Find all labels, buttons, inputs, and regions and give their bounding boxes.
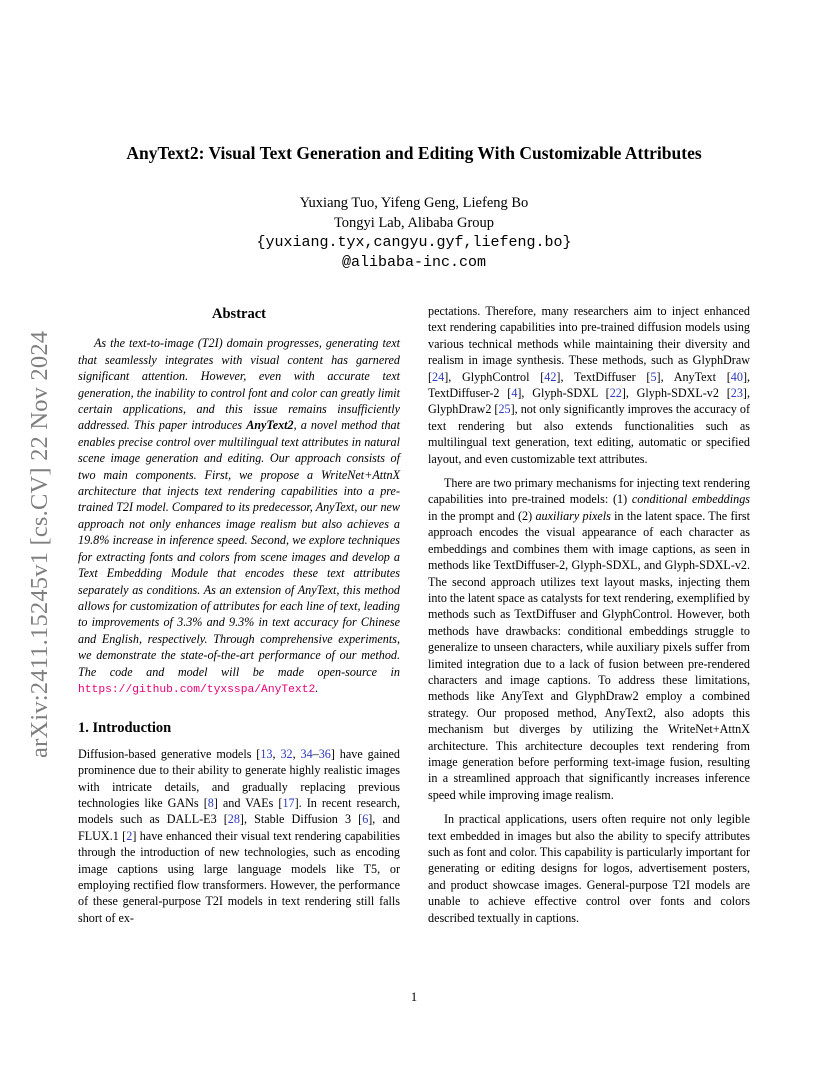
text-span: ], Stable Diffusion 3 [ xyxy=(239,812,363,827)
citation-link[interactable]: 4 xyxy=(511,386,518,401)
text-span: ] and VAEs [ xyxy=(213,795,283,810)
text-span: ], AnyText [ xyxy=(656,369,731,384)
text-span: in the latent space. The first approach encodes the visual appearance of each character as embeddings and combines them with image captions, as seen in methods like TextDiffuser-2, Glyph-SDXL, and Glyph-SDXL-v2. The second approach utilizes text layout masks, injecting them into the latent space as catalysts for text rendering, exemplified by methods such as TextDiffuser and GlyphControl. However, both methods have drawbacks: conditional embeddings struggle to generalize to unseen characters, while auxiliary pixels suffer from limited integration due to a lack of fusion between pre-rendered characters and image captions. To address these limitations, methods like AnyText and GlyphDraw2 employ a combined strategy. Our proposed method, AnyText2, also adopts this mechanism but diverges by utilizing the WriteNet+AttnX architecture. This architecture decouples text rendering from image generation before performing text-image fusion, resulting in a streamlined approach that significantly increases inference speed while improving image realism. xyxy=(428,508,750,802)
emphasis-text: conditional embeddings xyxy=(631,492,750,507)
applications-paragraph: In practical applications, users often require not only legible text embedded in images but also the ability to specify attributes such as font and color. This capability is particularly important for generating or editing designs for logos, advertisement posters, and product showcase images. General-purpose T2I models are unable to achieve effective control over fonts and colors described textually in captions. xyxy=(428,812,750,925)
mechanisms-paragraph xyxy=(428,475,750,803)
emphasis-text: auxiliary pixels xyxy=(535,508,611,523)
right-column xyxy=(428,303,750,926)
text-span: ], GlyphControl [ xyxy=(444,369,545,384)
citation-link[interactable]: 8 xyxy=(207,795,214,810)
text-span: – xyxy=(312,746,319,761)
citation-link[interactable]: 23 xyxy=(730,386,743,401)
text-span: ], not only significantly improves the accuracy of text rendering but also extends functionalities such as multilingual text generation, text editing, automatic or specified layout, and even customizable text attributes. xyxy=(428,402,750,466)
citation-link[interactable]: 22 xyxy=(609,386,622,401)
text-span: in the prompt and (2) xyxy=(428,508,536,523)
citation-link[interactable]: 24 xyxy=(432,369,445,384)
text-span: There are two primary mechanisms for injecting text rendering capabilities into pre-trained models: (1) xyxy=(428,476,750,507)
paper-title: AnyText2: Visual Text Generation and Editing With Customizable Attributes xyxy=(126,143,702,163)
text-span: pectations. Therefore, many researchers aim to inject enhanced text rendering capabilities into pre-trained diffusion models using various technical methods while maintaining their diversity and realism in image synthesis. These methods, such as GlyphDraw [ xyxy=(428,304,750,384)
abstract-part: . xyxy=(315,680,319,695)
text-span: ], Glyph-SDXL-v2 [ xyxy=(621,386,731,401)
method-name: AnyText2 xyxy=(246,418,294,433)
code-link[interactable]: https://github.com/tyxsspa/AnyText2 xyxy=(78,683,316,696)
citation-link[interactable]: 25 xyxy=(498,402,511,417)
text-span: Diffusion-based generative models [ xyxy=(78,746,261,761)
text-span: ], and FLUX.1 [ xyxy=(78,812,400,843)
citation-link[interactable]: 32 xyxy=(280,746,293,761)
affiliation: Tongyi Lab, Alibaba Group xyxy=(333,215,495,231)
citation-link[interactable]: 17 xyxy=(282,795,295,810)
citation-link[interactable]: 6 xyxy=(362,812,369,827)
abstract-part: , a novel method that enables precise control over multilingual text attributes in natural scene image generation and editing. Our approach consists of two main components. First, we propose a WriteNet+AttnX architecture that injects text rendering capabilities into a pre-trained T2I model. Compared to its predecessor, AnyText, our new approach not only enhances image realism but also achieves a 19.8% increase in inference speed. Second, we explore techniques for extracting fonts and colors from scene images and develop a Text Embedding Module that encodes these text attributes separately as conditions. As an extension of AnyText, this method allows for customization of attributes for each line of text, leading to improvements of 3.3% and 9.3% in text accuracy for Chinese and English, respectively. Through comprehensive experiments, we demonstrate the state-of-the-art performance of our method. The code and model will be made open-source in xyxy=(78,418,400,679)
abstract-part: As the text-to-image (T2I) domain progresses, generating text that seamlessly integrates with visual content has garnered significant attention. However, even with accurate text generation, the inability to control font and color can greatly limit certain applications, and this issue remains insufficiently addressed. This paper introduces xyxy=(78,336,400,433)
intro-paragraph-continued xyxy=(428,303,750,467)
text-span: ] have gained prominence due to their ability to generate highly realistic images with intricate details, and gradually replacing previous technologies like GANs [ xyxy=(78,746,400,810)
page-number: 1 xyxy=(410,990,418,1004)
author-emails: {yuxiang.tyx,cangyu.gyf,liefeng.bo} xyxy=(256,234,572,251)
intro-paragraph xyxy=(78,746,400,926)
citation-link[interactable]: 5 xyxy=(650,369,657,384)
arxiv-stamp: arXiv:2411.15245v1 [cs.CV] 22 Nov 2024 xyxy=(26,330,53,758)
authors: Yuxiang Tuo, Yifeng Geng, Liefeng Bo xyxy=(299,195,529,211)
citation-link[interactable]: 40 xyxy=(730,369,743,384)
citation-link[interactable]: 28 xyxy=(227,812,240,827)
text-span: ], GlyphDraw2 [ xyxy=(428,386,750,417)
text-span: ]. In recent research, models such as DALL-E3 [ xyxy=(78,795,400,827)
citation-link[interactable]: 2 xyxy=(126,828,133,843)
abstract-text xyxy=(78,335,400,698)
abstract-heading: Abstract xyxy=(212,306,266,322)
text-span: ], TextDiffuser [ xyxy=(556,369,651,384)
email-domain: @alibaba-inc.com xyxy=(341,254,487,271)
citation-link[interactable]: 36 xyxy=(318,746,331,761)
citation-link[interactable]: 13 xyxy=(260,746,273,761)
text-span: ], TextDiffuser-2 [ xyxy=(428,369,751,401)
text-span: , xyxy=(272,746,281,761)
text-span: , xyxy=(292,746,301,761)
left-column xyxy=(78,306,400,926)
citation-link[interactable]: 42 xyxy=(544,369,557,384)
text-span: ] have enhanced their visual text rendering capabilities through the introduction of new technologies, such as encoding image captions using large language models like T5, or employing rectified flow transformers. However, the performance of these general-purpose T2I models in text rendering still falls short of ex- xyxy=(78,828,400,925)
citation-link[interactable]: 34 xyxy=(300,746,313,761)
introduction-heading: 1. Introduction xyxy=(78,720,172,737)
text-span: ], Glyph-SDXL [ xyxy=(517,386,610,401)
